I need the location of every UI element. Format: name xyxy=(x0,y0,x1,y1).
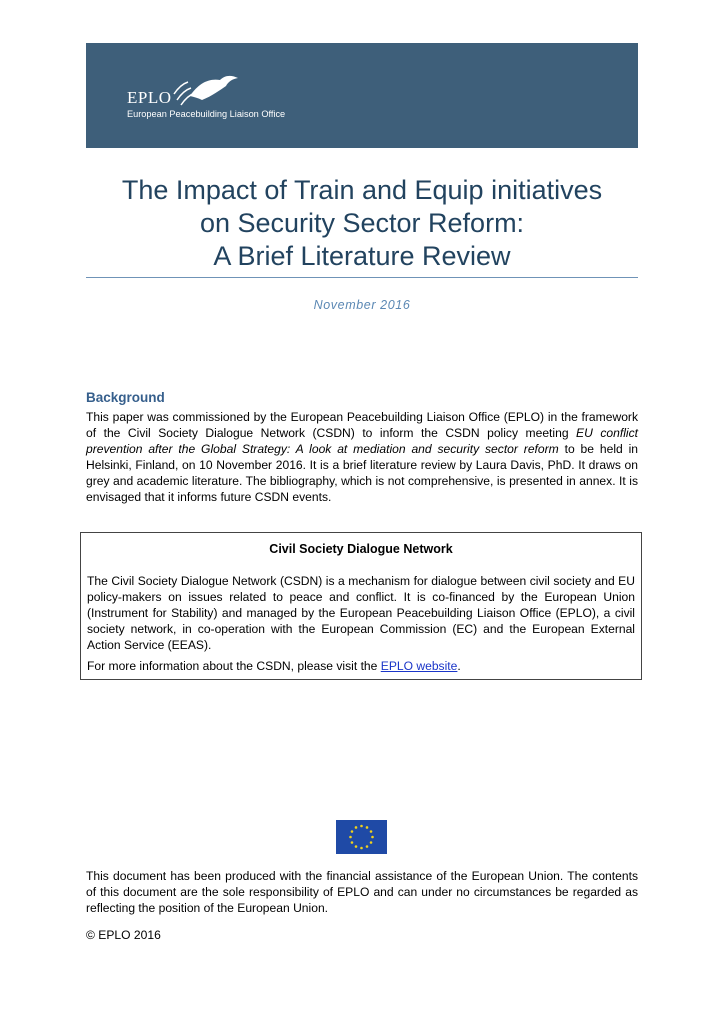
eu-star xyxy=(366,845,369,848)
background-text-part-2: to be held in Helsinki, Finland, on 10 November 2016. It is a brief literature review by Laura Davis, PhD. It draws on grey and academic literature. The bibliography, which is not comprehensive, is presented in annex. It is envisaged that it informs future CSDN events. xyxy=(86,442,638,504)
more-info-suffix: . xyxy=(457,659,461,673)
eu-star xyxy=(355,826,358,829)
eu-star xyxy=(370,841,373,844)
logo-subtitle: European Peacebuilding Liaison Office xyxy=(127,109,286,119)
logo-name: EPLO xyxy=(127,88,172,107)
title-line-3: A Brief Literature Review xyxy=(213,241,511,271)
background-heading: Background xyxy=(86,390,165,405)
eplo-dove-logo-icon xyxy=(172,70,240,106)
background-text-part-1: This paper was commissioned by the European Peacebuilding Liaison Office (EPLO) in the framework of the Civil Society Dialogue Network (CSDN) to inform the CSDN policy meeting xyxy=(86,410,638,440)
eu-star xyxy=(351,830,354,833)
csdn-description: The Civil Society Dialogue Network (CSDN) is a mechanism for dialogue between civil society and EU policy-makers on issues related to peace and conflict. It is co-financed by the European Union (Instrument for Stability) and managed by the European Peacebuilding Liaison Office (EPLO), a civil society network, in co-operation with the European Commission (EC) and the European External Action Service (EEAS). xyxy=(87,574,635,652)
eu-star xyxy=(349,836,352,839)
csdn-box-title: Civil Society Dialogue Network xyxy=(269,542,453,556)
eplo-website-link[interactable]: EPLO website xyxy=(380,659,458,673)
title-line-1: The Impact of Train and Equip initiatives xyxy=(121,175,603,205)
document-date: November 2016 xyxy=(313,298,411,312)
eu-star xyxy=(360,825,363,828)
document-title xyxy=(86,174,638,273)
funding-disclaimer: This document has been produced with the financial assistance of the European Union. The contents of this document are the sole responsibility of EPLO and can under no circumstances be regarded as reflecting the position of the European Union. xyxy=(86,869,638,915)
csdn-info-box xyxy=(80,532,642,680)
eu-flag-icon xyxy=(336,820,387,854)
eu-star xyxy=(371,836,374,839)
copyright-notice: © EPLO 2016 xyxy=(86,928,161,942)
title-line-2: on Security Sector Reform: xyxy=(199,208,525,238)
eu-star xyxy=(366,826,369,829)
eu-star xyxy=(370,830,373,833)
csdn-more-info xyxy=(87,658,461,674)
background-paragraph xyxy=(86,409,638,505)
meeting-title: EU conflict prevention after the Global Strategy: A look at mediation and security sector reform xyxy=(86,426,638,456)
eu-star xyxy=(360,847,363,850)
eu-star xyxy=(351,841,354,844)
title-divider xyxy=(86,277,638,278)
more-info-prefix: For more information about the CSDN, please visit the xyxy=(87,659,381,673)
eu-star xyxy=(355,845,358,848)
